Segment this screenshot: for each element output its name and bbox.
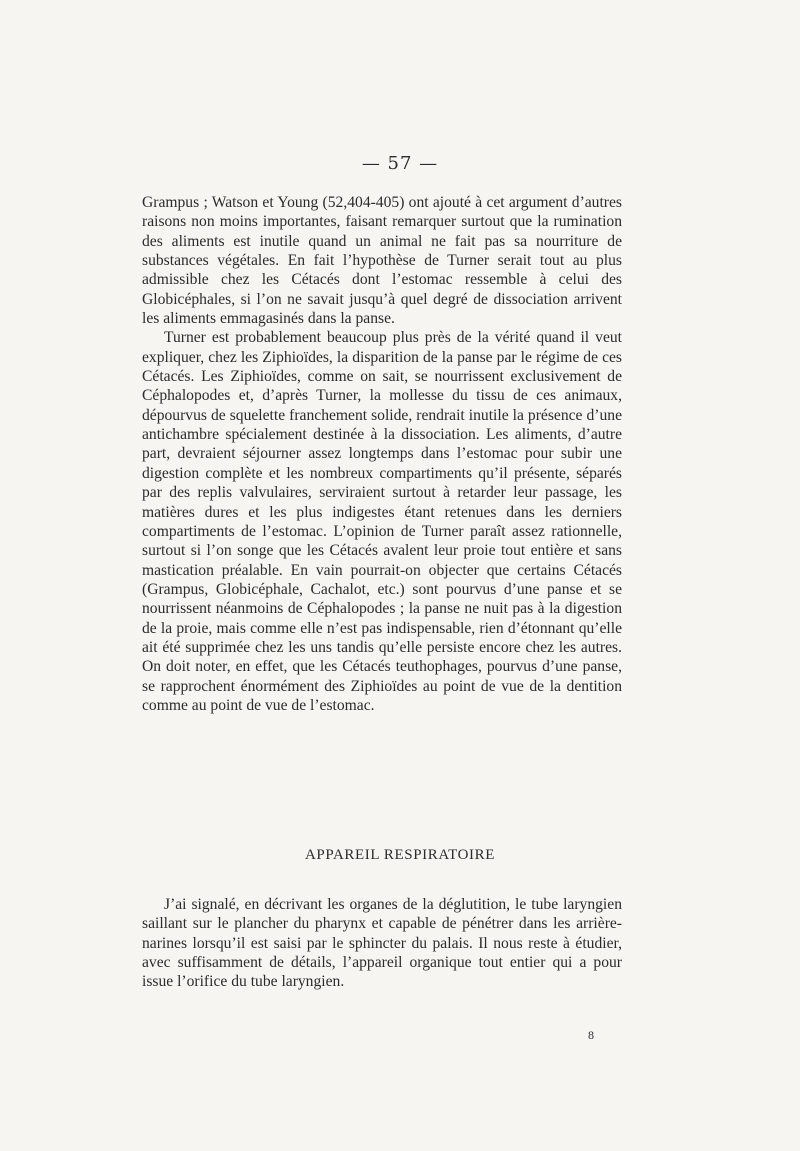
page-number: — 57 — bbox=[361, 153, 439, 174]
respiratory-section-text bbox=[142, 895, 622, 992]
paragraph-respiratory-intro: J’ai signalé, en décrivant les organes de la déglutition, le tube laryngien saillant sur le plancher du pharynx et capable de pénétrer dans les arrière-narines lorsqu’il est saisi par le sphincter du palais. Il nous reste à étudier, avec suffisamment de détails, l’appareil organique tout entier qui a pour issue l’orifice du tube laryngien. bbox=[142, 896, 622, 991]
signature-mark: 8 bbox=[588, 1028, 594, 1042]
section-heading: APPAREIL RESPIRATOIRE bbox=[305, 847, 495, 863]
paragraph-continuation: Grampus ; Watson et Young (52,404-405) ont ajouté à cet argument d’autres raisons non moins importantes, faisant remarquer surtout que la rumination des aliments est inutile quand un animal ne fait pas sa nourriture de substances végétales. En fait l’hypothèse de Turner serait tout au plus admissible chez les Cétacés dont l’estomac ressemble à celui des Globicéphales, si l’on ne savait jusqu’à quel degré de dissociation arrivent les aliments emmagasinés dans la panse. bbox=[142, 194, 622, 328]
digestive-discussion-text bbox=[142, 193, 622, 715]
paragraph-turner-ziphioids: Turner est probablement beaucoup plus près de la vérité quand il veut expliquer, chez les Ziphioïdes, la disparition de la panse par le régime de ces Cétacés. Les Ziphioïdes, comme on sait, se nourrissent exclusivement de Céphalopodes et, d’après Turner, la mollesse du tissu de ces animaux, dépourvus de squelette franchement solide, rendrait inutile la présence d’une antichambre spécialement destinée à la dissociation. Les aliments, d’autre part, devraient séjourner assez longtemps dans l’estomac pour subir une digestion complète et les nombreux compartiments qu’il présente, séparés par des replis valvulaires, serviraient surtout à retarder leur passage, les matières dures et les plus indigestes étant retenues dans les derniers compartiments de l’estomac. L’opinion de Turner paraît assez rationnelle, surtout si l’on songe que les Cétacés avalent leur proie tout entière et sans mastication préalable. En vain pourrait-on objecter que certains Cétacés (Grampus, Globicéphale, Cachalot, etc.) sont pourvus d’une panse et se nourrissent néanmoins de Céphalopodes ; la panse ne nuit pas à la digestion de la proie, mais comme elle n’est pas indispensable, rien d’étonnant qu’elle ait été supprimée chez les uns tandis qu’elle persiste encore chez les autres. On doit noter, en effet, que les Cétacés teuthophages, pourvus d’une panse, se rapprochent énormément des Ziphioïdes au point de vue de la dentition comme au point de vue de l’estomac. bbox=[142, 329, 622, 714]
